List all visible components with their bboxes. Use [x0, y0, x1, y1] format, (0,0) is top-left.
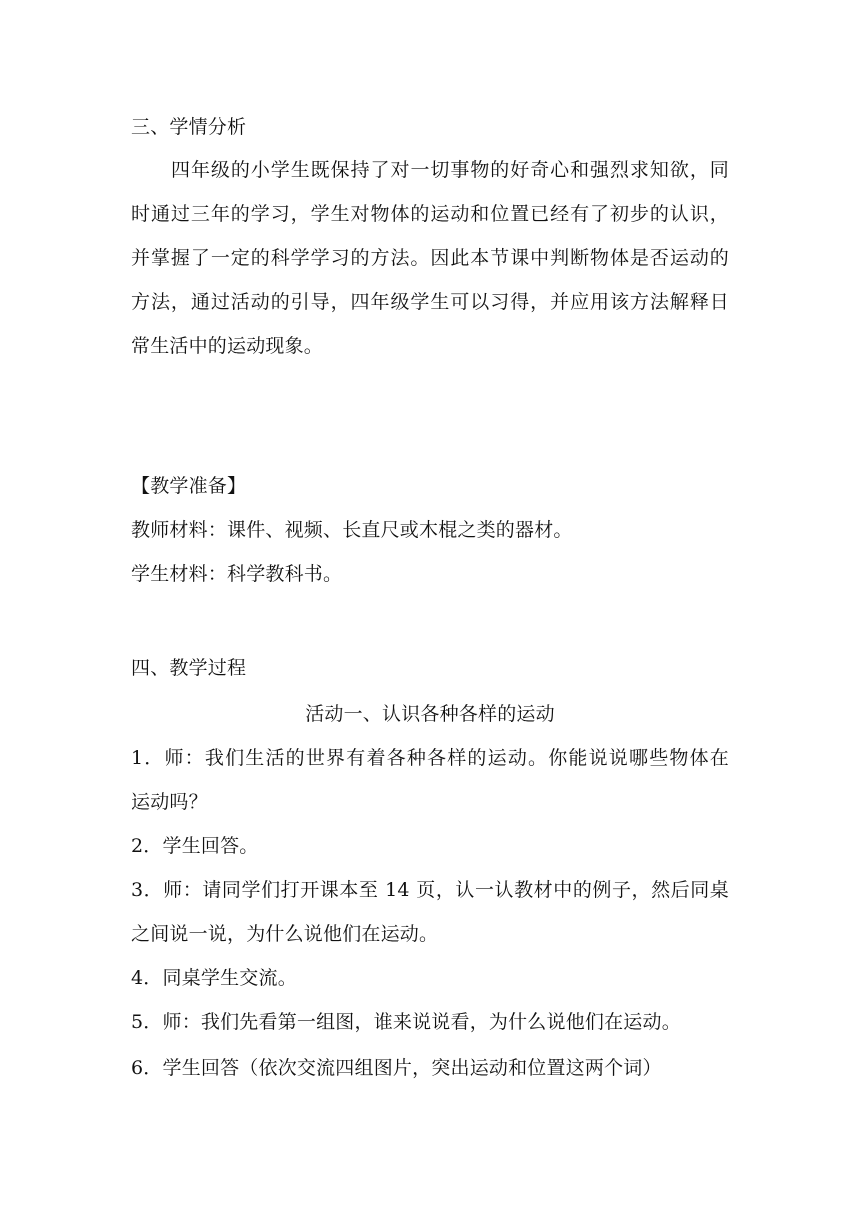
section-heading-analysis: 三、学情分析: [131, 116, 247, 138]
paragraph-line-1: 四年级的小学生既保持了对一切事物的好奇心和强烈求知欲，同: [171, 159, 729, 181]
paragraph-line-5: 常生活中的运动现象。: [131, 335, 324, 357]
paragraph-line-3: 并掌握了一定的科学学习的方法。因此本节课中判断物体是否运动的: [131, 247, 729, 269]
step-3-line-1: 3．师：请同学们打开课本至 14 页，认一认教材中的例子，然后同桌: [131, 879, 729, 901]
step-4: 4．同桌学生交流。: [131, 967, 297, 989]
step-5: 5．师：我们先看第一组图，谁来说说看，为什么说他们在运动。: [131, 1011, 681, 1033]
paragraph-line-4: 方法，通过活动的引导，四年级学生可以习得，并应用该方法解释日: [131, 291, 729, 313]
step-1-line-1: 1．师：我们生活的世界有着各种各样的运动。你能说说哪些物体在: [131, 747, 729, 769]
step-2: 2．学生回答。: [131, 835, 259, 857]
step-6: 6．学生回答（依次交流四组图片，突出运动和位置这两个词）: [131, 1057, 662, 1079]
paragraph-line-2: 时通过三年的学习，学生对物体的运动和位置已经有了初步的认识，: [131, 203, 729, 225]
teacher-materials: 教师材料：课件、视频、长直尺或木棍之类的器材。: [131, 519, 573, 541]
step-3-line-2: 之间说一说，为什么说他们在运动。: [131, 923, 439, 945]
step-1-line-2: 运动吗？: [131, 791, 208, 813]
preparation-heading: 【教学准备】: [131, 475, 247, 497]
activity-title: 活动一、认识各种各样的运动: [305, 703, 555, 725]
section-heading-process: 四、教学过程: [131, 657, 247, 679]
student-materials: 学生材料：科学教科书。: [131, 563, 343, 585]
